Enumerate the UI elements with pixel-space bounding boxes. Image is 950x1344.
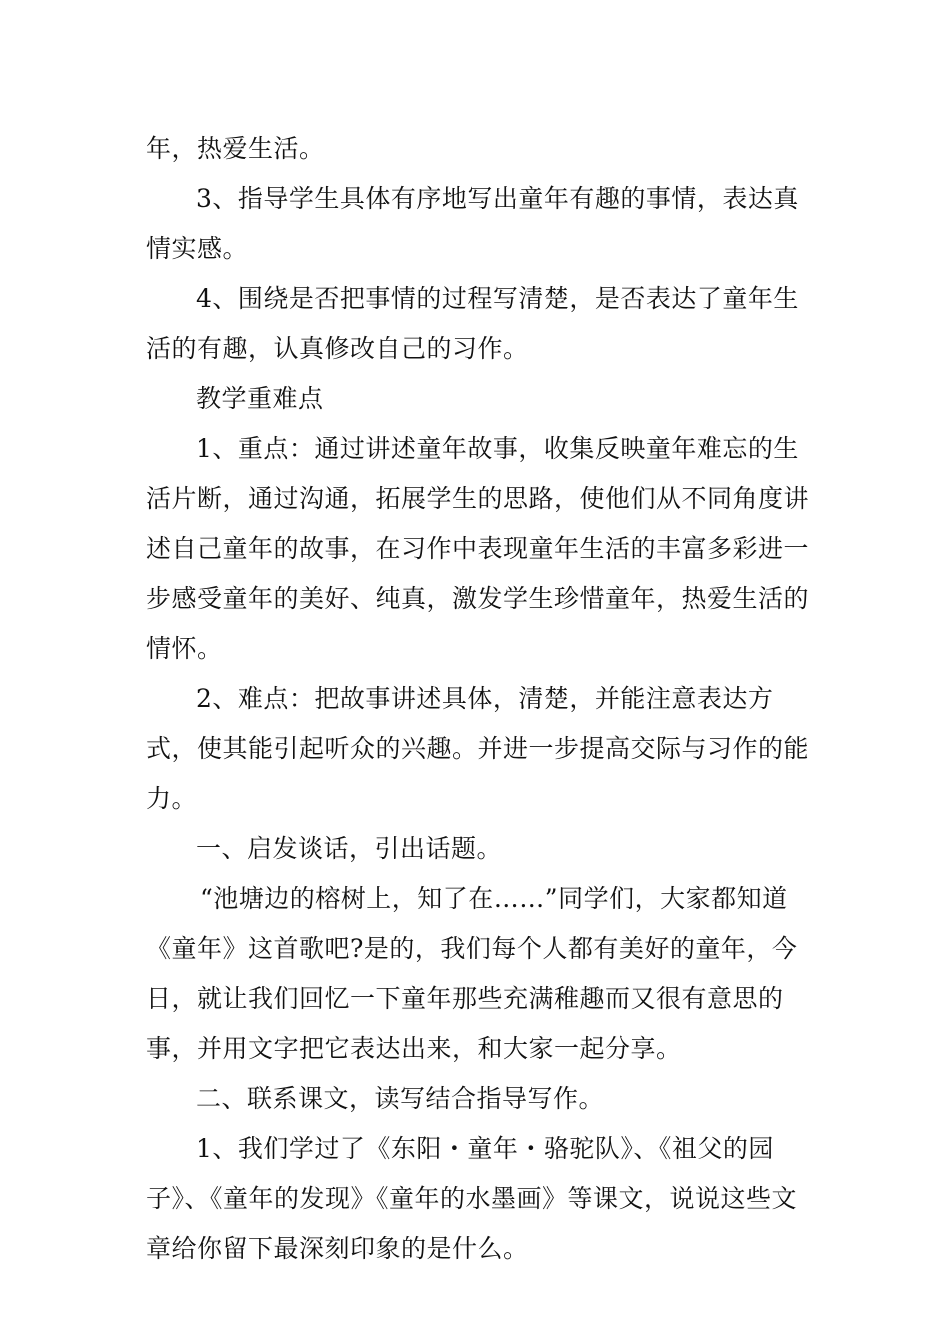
paragraph-continuation: 年，热爱生活。	[146, 134, 325, 163]
paragraph-lessons-review: 1、我们学过了《东阳・童年・骆驼队》、《祖父的园子》、《童年的发现》《童年的水墨画》等课文，说说这些文章给你留下最深刻印象的是什么。	[146, 1134, 798, 1263]
section-heading-step-1: 一、启发谈话，引出话题。	[196, 834, 503, 863]
section-heading-key-points: 教学重难点	[196, 384, 324, 413]
paragraph-difficult-point: 2、难点：把故事讲述具体，清楚，并能注意表达方式，使其能引起听众的兴趣。并进一步提高交际与习作的能力。	[146, 684, 810, 813]
paragraph-key-point: 1、重点：通过讲述童年故事，收集反映童年难忘的生活片断，通过沟通，拓展学生的思路，使他们从不同角度讲述自己童年的故事，在习作中表现童年生活的丰富多彩进一步感受童年的美好、纯真，激发学生珍惜童年，热爱生活的情怀。	[146, 434, 810, 663]
paragraph-objective-4: 4、围绕是否把事情的过程写清楚，是否表达了童年生活的有趣，认真修改自己的习作。	[146, 284, 799, 363]
paragraph-intro-talk: “池塘边的榕树上，知了在……”同学们，大家都知道《童年》这首歌吧?是的，我们每个人都有美好的童年，今日，就让我们回忆一下童年那些充满稚趣而又很有意思的事，并用文字把它表达出来，和大家一起分享。	[146, 884, 798, 1063]
paragraph-objective-3: 3、指导学生具体有序地写出童年有趣的事情，表达真情实感。	[146, 184, 799, 263]
section-heading-step-2: 二、联系课文，读写结合指导写作。	[196, 1084, 605, 1113]
document-body	[146, 124, 814, 1274]
